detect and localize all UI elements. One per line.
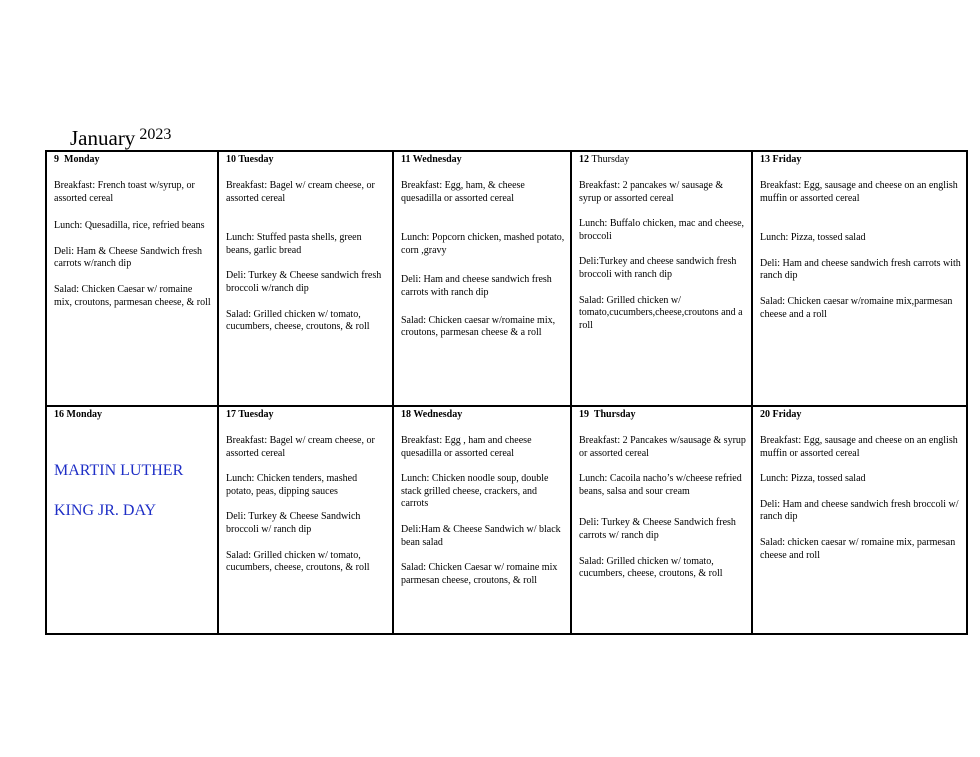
breakfast-entry: Breakfast: Egg, sausage and cheese on an english muffin or assorted cereal xyxy=(760,180,958,204)
day-cell-jan-16 xyxy=(47,407,219,633)
day-header: 18 Wednesday xyxy=(401,409,463,420)
day-cell-jan-17 xyxy=(219,407,394,633)
day-header: 9 Monday xyxy=(54,154,100,165)
breakfast-entry: Breakfast: Bagel w/ cream cheese, or assorted cereal xyxy=(226,180,375,204)
salad-entry: Salad: Chicken Caesar w/ romaine mix parmesan cheese, croutons, & roll xyxy=(401,562,558,586)
day-cell-jan-12 xyxy=(572,152,753,407)
menu-calendar-grid xyxy=(45,150,968,635)
deli-entry: Deli: Ham and cheese sandwich fresh broccoli w/ ranch dip xyxy=(760,498,959,523)
day-header: 20 Friday xyxy=(760,409,802,420)
lunch-entry: Lunch: Chicken tenders, mashed potato, peas, dipping sauces xyxy=(226,473,358,497)
lunch-entry: Lunch: Stuffed pasta shells, green beans, garlic bread xyxy=(226,232,362,256)
lunch-entry: Lunch: Pizza, tossed salad xyxy=(760,473,866,485)
salad-entry: Salad: Grilled chicken w/ tomato, cucumbers, cheese, croutons, & roll xyxy=(579,555,723,580)
lunch-entry: Lunch: Chicken noodle soup, double stack grilled cheese, crackers, and carrots xyxy=(401,473,549,510)
salad-entry: Salad: Chicken caesar w/romaine mix,parmesan cheese and a roll xyxy=(760,295,953,320)
deli-entry: Deli: Ham & Cheese Sandwich fresh carrots w/ranch dip xyxy=(54,245,203,270)
day-cell-jan-13 xyxy=(753,152,966,407)
salad-entry: Salad: Grilled chicken w/ tomato,cucumbers,cheese,croutons and a roll xyxy=(579,294,743,331)
year-label: 2023 xyxy=(139,126,172,143)
deli-entry: Deli:Turkey and cheese sandwich fresh broccoli with ranch dip xyxy=(579,256,737,280)
deli-entry: Deli:Ham & Cheese Sandwich w/ black bean salad xyxy=(401,523,561,548)
deli-entry: Deli: Turkey & Cheese sandwich fresh broccoli w/ranch dip xyxy=(226,270,382,294)
day-header: 13 Friday xyxy=(760,154,802,165)
breakfast-entry: Breakfast: Egg, ham, & cheese quesadilla or assorted cereal xyxy=(401,180,525,204)
lunch-entry: Lunch: Pizza, tossed salad xyxy=(760,232,866,244)
holiday-notice xyxy=(54,461,212,521)
day-header: 16 Monday xyxy=(54,409,103,420)
breakfast-entry: Breakfast: French toast w/syrup, or assorted cereal xyxy=(54,180,195,204)
lunch-entry: Lunch: Quesadilla, rice, refried beans xyxy=(54,220,205,232)
day-cell-jan-18 xyxy=(394,407,572,633)
deli-entry: Deli: Ham and cheese sandwich fresh carrots with ranch dip xyxy=(401,274,552,298)
day-cell-jan-9 xyxy=(47,152,219,407)
breakfast-entry: Breakfast: 2 pancakes w/ sausage & syrup or assorted cereal xyxy=(579,180,724,204)
salad-entry: Salad: chicken caesar w/ romaine mix, parmesan cheese and roll xyxy=(760,536,956,561)
day-header: 19 Thursday xyxy=(579,409,636,420)
breakfast-entry: Breakfast: Egg, sausage and cheese on an english muffin or assorted cereal xyxy=(760,435,958,459)
lunch-entry: Lunch: Cacoila nacho’s w/cheese refried beans, salsa and sour cream xyxy=(579,473,742,497)
lunch-entry: Lunch: Popcorn chicken, mashed potato, corn ,gravy xyxy=(401,232,565,256)
deli-entry: Deli: Ham and cheese sandwich fresh carrots with ranch dip xyxy=(760,257,961,282)
holiday-line-2: KING JR. DAY xyxy=(54,502,157,519)
day-header: 10 Tuesday xyxy=(226,154,274,165)
breakfast-entry: Breakfast: Bagel w/ cream cheese, or assorted cereal xyxy=(226,435,375,459)
deli-entry: Deli: Turkey & Cheese Sandwich fresh carrots w/ ranch dip xyxy=(579,517,736,541)
breakfast-entry: Breakfast: 2 Pancakes w/sausage & syrup or assorted cereal xyxy=(579,435,746,459)
deli-entry: Deli: Turkey & Cheese Sandwich broccoli w/ ranch dip xyxy=(226,511,361,535)
day-cell-jan-19 xyxy=(572,407,753,633)
salad-entry: Salad: Chicken caesar w/romaine mix, croutons, parmesan cheese & a roll xyxy=(401,314,556,339)
day-cell-jan-20 xyxy=(753,407,966,633)
lunch-entry: Lunch: Buffalo chicken, mac and cheese, broccoli xyxy=(579,218,745,242)
day-cell-jan-10 xyxy=(219,152,394,407)
salad-entry: Salad: Chicken Caesar w/ romaine mix, croutons, parmesan cheese, & roll xyxy=(54,283,211,308)
breakfast-entry: Breakfast: Egg , ham and cheese quesadilla or assorted cereal xyxy=(401,435,532,459)
salad-entry: Salad: Grilled chicken w/ tomato, cucumbers, cheese, croutons, & roll xyxy=(226,549,370,574)
day-header: 17 Tuesday xyxy=(226,409,274,420)
calendar-title xyxy=(70,126,171,151)
day-header: 12 Thursday xyxy=(579,154,630,165)
month-label: January xyxy=(70,126,136,150)
salad-entry: Salad: Grilled chicken w/ tomato, cucumbers, cheese, croutons, & roll xyxy=(226,308,370,333)
day-header: 11 Wednesday xyxy=(401,154,462,165)
holiday-line-1: MARTIN LUTHER xyxy=(54,462,184,479)
day-cell-jan-11 xyxy=(394,152,572,407)
